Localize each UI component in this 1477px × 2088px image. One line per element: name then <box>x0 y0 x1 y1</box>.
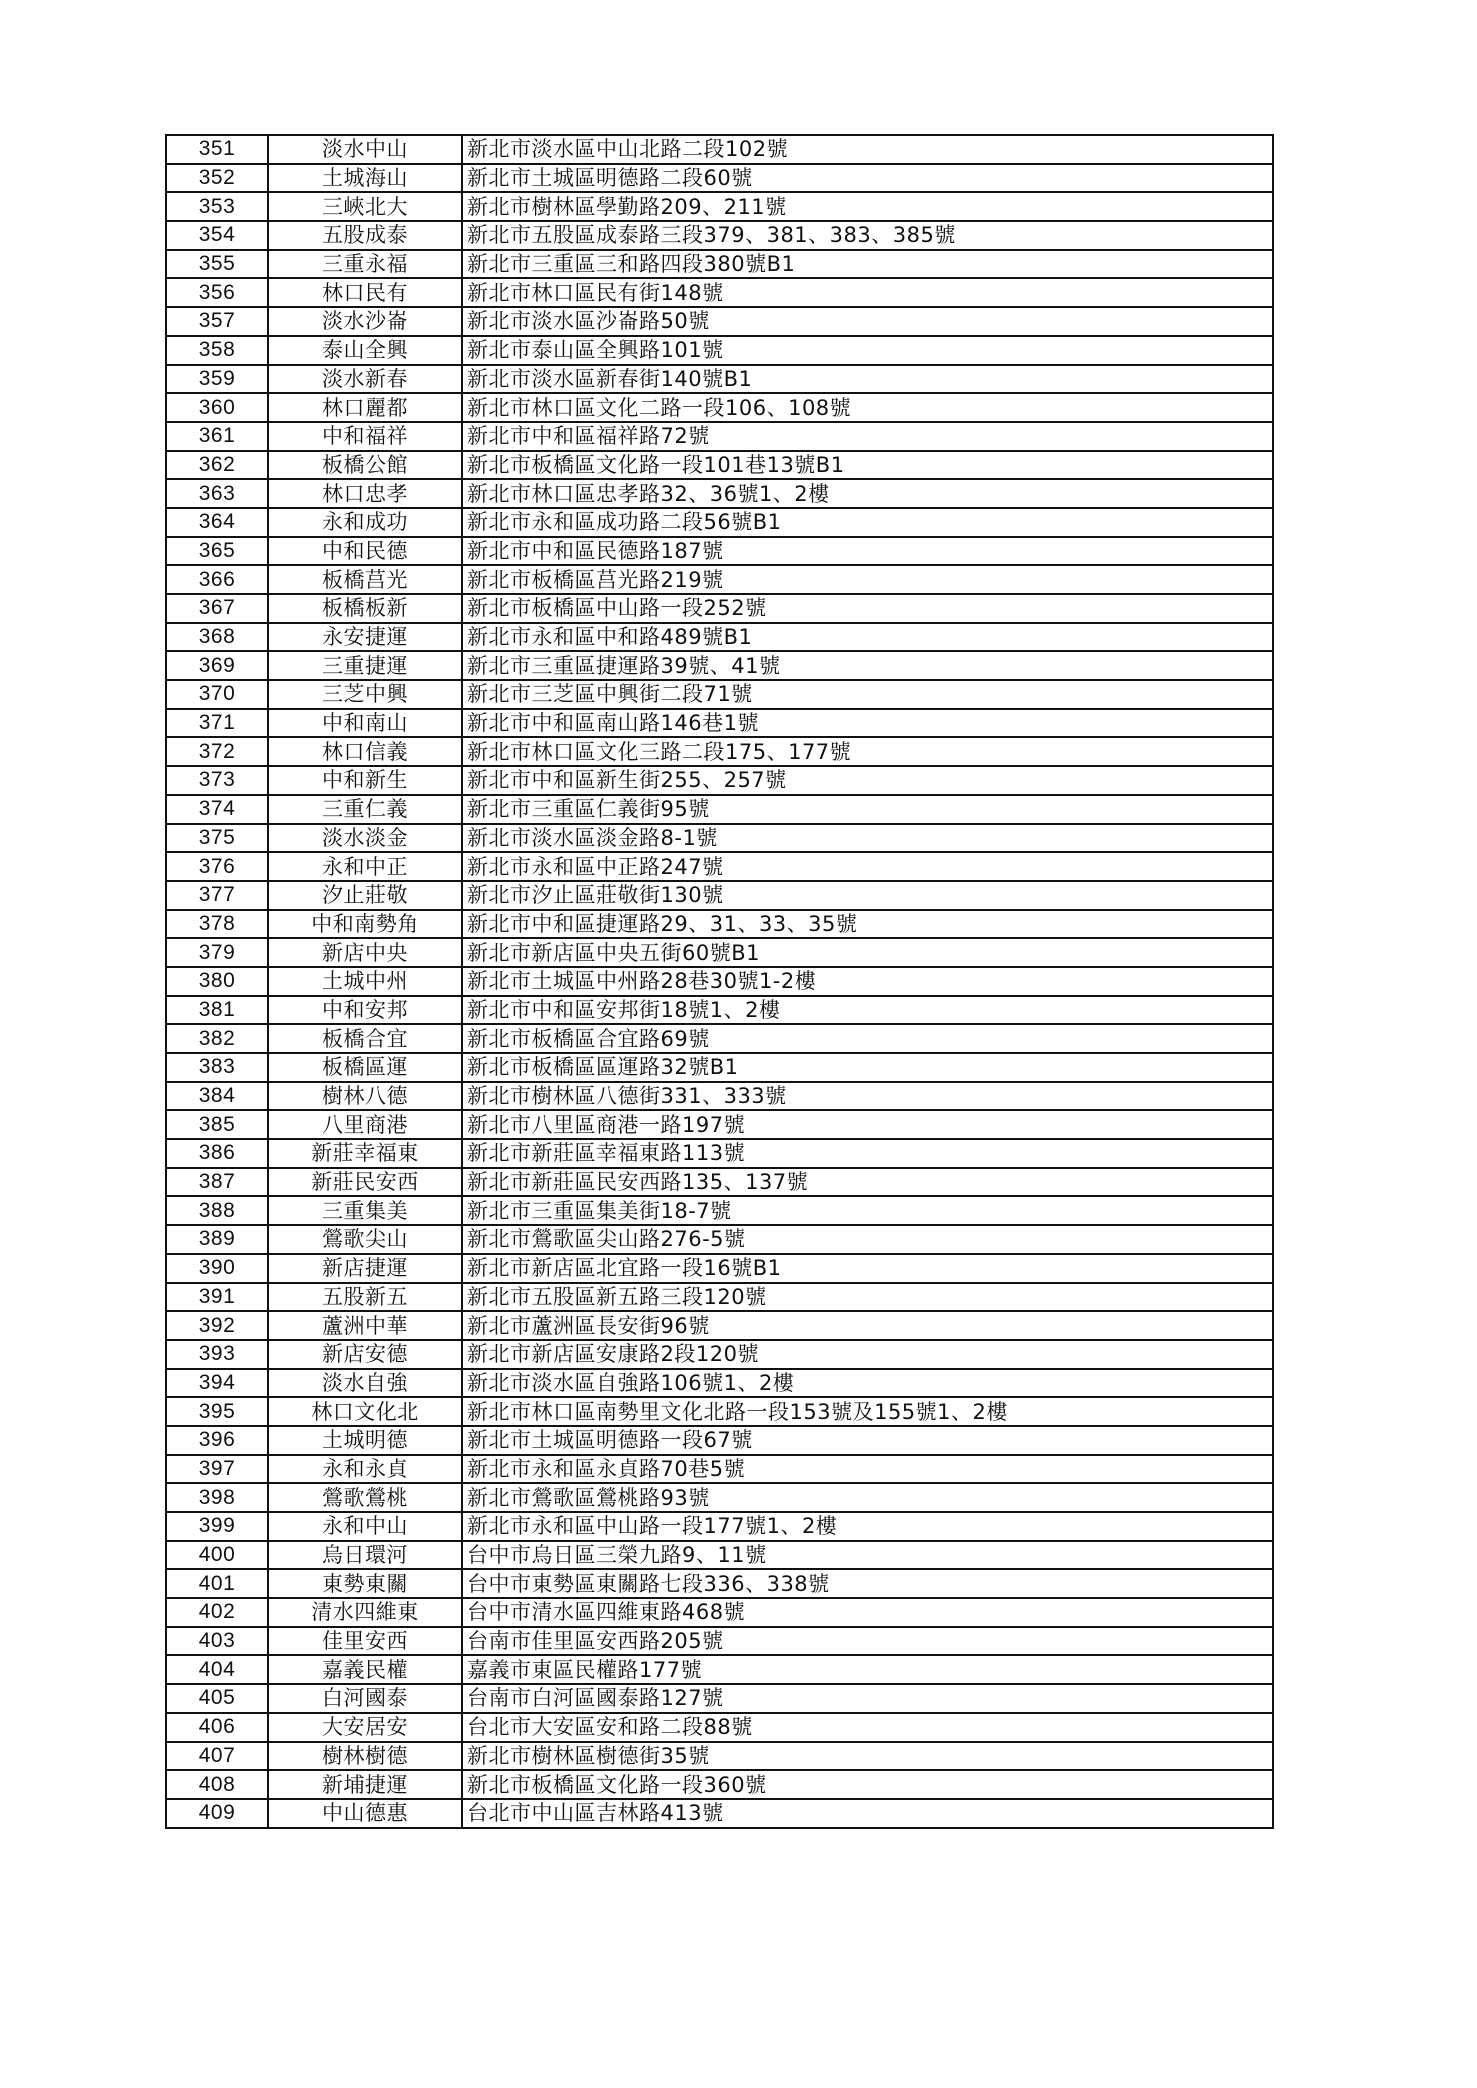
store-address-cell: 台北市中山區吉林路413號 <box>462 1799 1273 1828</box>
store-name-cell: 林口忠孝 <box>268 479 462 508</box>
table-row <box>166 623 1273 652</box>
store-address-cell: 台南市白河區國泰路127號 <box>462 1684 1273 1713</box>
store-name-cell: 中和民德 <box>268 537 462 566</box>
table-row <box>166 1340 1273 1369</box>
store-number-cell: 386 <box>166 1139 268 1168</box>
store-number-cell: 401 <box>166 1569 268 1598</box>
store-name-cell: 大安居安 <box>268 1713 462 1742</box>
store-number-cell: 397 <box>166 1455 268 1484</box>
store-address-cell: 新北市樹林區樹德街35號 <box>462 1742 1273 1771</box>
store-address-cell: 新北市林口區文化三路二段175、177號 <box>462 737 1273 766</box>
table-row <box>166 852 1273 881</box>
store-name-cell: 中和南勢角 <box>268 910 462 939</box>
store-address-cell: 新北市五股區新五路三段120號 <box>462 1283 1273 1312</box>
store-name-cell: 八里商港 <box>268 1110 462 1139</box>
table-row <box>166 680 1273 709</box>
table-row <box>166 508 1273 537</box>
store-address-cell: 新北市中和區新生街255、257號 <box>462 766 1273 795</box>
store-name-cell: 東勢東關 <box>268 1569 462 1598</box>
table-row <box>166 910 1273 939</box>
store-address-table <box>165 134 1274 1829</box>
table-row <box>166 250 1273 279</box>
table-row <box>166 1168 1273 1197</box>
store-name-cell: 林口麗都 <box>268 393 462 422</box>
store-address-cell: 新北市板橋區莒光路219號 <box>462 565 1273 594</box>
store-number-cell: 373 <box>166 766 268 795</box>
store-number-cell: 370 <box>166 680 268 709</box>
table-row <box>166 537 1273 566</box>
store-name-cell: 嘉義民權 <box>268 1655 462 1684</box>
table-row <box>166 1799 1273 1828</box>
store-number-cell: 375 <box>166 824 268 853</box>
store-name-cell: 板橋公館 <box>268 451 462 480</box>
store-number-cell: 395 <box>166 1397 268 1426</box>
store-number-cell: 396 <box>166 1426 268 1455</box>
store-address-cell: 新北市鶯歌區鶯桃路93號 <box>462 1483 1273 1512</box>
store-number-cell: 403 <box>166 1627 268 1656</box>
store-number-cell: 392 <box>166 1311 268 1340</box>
store-number-cell: 357 <box>166 307 268 336</box>
store-number-cell: 360 <box>166 393 268 422</box>
table-row <box>166 1283 1273 1312</box>
store-name-cell: 中山德惠 <box>268 1799 462 1828</box>
store-name-cell: 淡水自強 <box>268 1369 462 1398</box>
store-name-cell: 新莊幸福東 <box>268 1139 462 1168</box>
store-name-cell: 林口文化北 <box>268 1397 462 1426</box>
table-row <box>166 1770 1273 1799</box>
table-row <box>166 1139 1273 1168</box>
table-row <box>166 135 1273 164</box>
table-row <box>166 1024 1273 1053</box>
store-number-cell: 369 <box>166 651 268 680</box>
store-number-cell: 407 <box>166 1742 268 1771</box>
store-number-cell: 388 <box>166 1196 268 1225</box>
store-address-cell: 新北市淡水區沙崙路50號 <box>462 307 1273 336</box>
store-name-cell: 鶯歌尖山 <box>268 1225 462 1254</box>
table-row <box>166 451 1273 480</box>
table-row <box>166 1082 1273 1111</box>
store-address-cell: 新北市淡水區淡金路8-1號 <box>462 824 1273 853</box>
store-name-cell: 樹林八德 <box>268 1082 462 1111</box>
table-row <box>166 221 1273 250</box>
table-row <box>166 1196 1273 1225</box>
store-number-cell: 381 <box>166 996 268 1025</box>
store-number-cell: 358 <box>166 336 268 365</box>
store-name-cell: 新店安德 <box>268 1340 462 1369</box>
table-row <box>166 1541 1273 1570</box>
table-row <box>166 1369 1273 1398</box>
store-number-cell: 402 <box>166 1598 268 1627</box>
store-name-cell: 新莊民安西 <box>268 1168 462 1197</box>
store-address-cell: 新北市林口區忠孝路32、36號1、2樓 <box>462 479 1273 508</box>
store-address-cell: 新北市汐止區莊敬街130號 <box>462 881 1273 910</box>
store-address-cell: 新北市淡水區中山北路二段102號 <box>462 135 1273 164</box>
store-number-cell: 352 <box>166 164 268 193</box>
store-address-cell: 台南市佳里區安西路205號 <box>462 1627 1273 1656</box>
store-address-cell: 新北市蘆洲區長安街96號 <box>462 1311 1273 1340</box>
store-number-cell: 365 <box>166 537 268 566</box>
store-number-cell: 378 <box>166 910 268 939</box>
table-row <box>166 1397 1273 1426</box>
table-row <box>166 996 1273 1025</box>
store-number-cell: 405 <box>166 1684 268 1713</box>
store-address-cell: 新北市中和區捷運路29、31、33、35號 <box>462 910 1273 939</box>
store-address-cell: 新北市樹林區八德街331、333號 <box>462 1082 1273 1111</box>
store-name-cell: 蘆洲中華 <box>268 1311 462 1340</box>
store-address-cell: 新北市土城區中州路28巷30號1-2樓 <box>462 967 1273 996</box>
table-row <box>166 192 1273 221</box>
table-row <box>166 709 1273 738</box>
table-row <box>166 1254 1273 1283</box>
table-row <box>166 1110 1273 1139</box>
store-address-cell: 台中市清水區四維東路468號 <box>462 1598 1273 1627</box>
store-name-cell: 林口民有 <box>268 278 462 307</box>
store-number-cell: 404 <box>166 1655 268 1684</box>
store-number-cell: 376 <box>166 852 268 881</box>
table-row <box>166 1512 1273 1541</box>
store-number-cell: 398 <box>166 1483 268 1512</box>
store-name-cell: 清水四維東 <box>268 1598 462 1627</box>
store-name-cell: 汐止莊敬 <box>268 881 462 910</box>
store-number-cell: 367 <box>166 594 268 623</box>
store-address-cell: 新北市三重區捷運路39號、41號 <box>462 651 1273 680</box>
store-name-cell: 林口信義 <box>268 737 462 766</box>
store-number-cell: 362 <box>166 451 268 480</box>
table-row <box>166 824 1273 853</box>
store-number-cell: 353 <box>166 192 268 221</box>
store-number-cell: 364 <box>166 508 268 537</box>
store-address-cell: 新北市中和區南山路146巷1號 <box>462 709 1273 738</box>
store-name-cell: 永和中正 <box>268 852 462 881</box>
store-name-cell: 烏日環河 <box>268 1541 462 1570</box>
store-number-cell: 354 <box>166 221 268 250</box>
store-address-cell: 新北市中和區安邦街18號1、2樓 <box>462 996 1273 1025</box>
store-address-cell: 新北市淡水區新春街140號B1 <box>462 365 1273 394</box>
store-address-cell: 新北市五股區成泰路三段379、381、383、385號 <box>462 221 1273 250</box>
table-row <box>166 164 1273 193</box>
store-number-cell: 359 <box>166 365 268 394</box>
table-body <box>166 135 1273 1828</box>
store-number-cell: 355 <box>166 250 268 279</box>
store-name-cell: 永和成功 <box>268 508 462 537</box>
store-number-cell: 389 <box>166 1225 268 1254</box>
store-number-cell: 393 <box>166 1340 268 1369</box>
store-name-cell: 淡水新春 <box>268 365 462 394</box>
store-number-cell: 372 <box>166 737 268 766</box>
store-name-cell: 泰山全興 <box>268 336 462 365</box>
table-row <box>166 1598 1273 1627</box>
store-name-cell: 中和新生 <box>268 766 462 795</box>
table-row <box>166 795 1273 824</box>
table-row <box>166 737 1273 766</box>
table-row <box>166 1311 1273 1340</box>
store-address-cell: 嘉義市東區民權路177號 <box>462 1655 1273 1684</box>
store-address-cell: 新北市八里區商港一路197號 <box>462 1110 1273 1139</box>
store-address-cell: 新北市板橋區區運路32號B1 <box>462 1053 1273 1082</box>
store-address-cell: 新北市新莊區民安西路135、137號 <box>462 1168 1273 1197</box>
store-address-cell: 新北市新店區北宜路一段16號B1 <box>462 1254 1273 1283</box>
store-name-cell: 土城明德 <box>268 1426 462 1455</box>
store-address-cell: 新北市林口區南勢里文化北路一段153號及155號1、2樓 <box>462 1397 1273 1426</box>
store-number-cell: 361 <box>166 422 268 451</box>
store-number-cell: 351 <box>166 135 268 164</box>
store-address-cell: 新北市永和區中山路一段177號1、2樓 <box>462 1512 1273 1541</box>
store-number-cell: 377 <box>166 881 268 910</box>
table-row <box>166 1684 1273 1713</box>
store-address-cell: 台北市大安區安和路二段88號 <box>462 1713 1273 1742</box>
store-number-cell: 387 <box>166 1168 268 1197</box>
store-address-cell: 新北市板橋區合宜路69號 <box>462 1024 1273 1053</box>
store-address-cell: 新北市中和區福祥路72號 <box>462 422 1273 451</box>
store-address-cell: 新北市板橋區中山路一段252號 <box>462 594 1273 623</box>
store-name-cell: 佳里安西 <box>268 1627 462 1656</box>
table-row <box>166 307 1273 336</box>
table-row <box>166 1713 1273 1742</box>
table-row <box>166 938 1273 967</box>
store-address-cell: 新北市林口區文化二路一段106、108號 <box>462 393 1273 422</box>
store-name-cell: 淡水淡金 <box>268 824 462 853</box>
store-name-cell: 淡水中山 <box>268 135 462 164</box>
store-number-cell: 394 <box>166 1369 268 1398</box>
store-number-cell: 384 <box>166 1082 268 1111</box>
store-number-cell: 382 <box>166 1024 268 1053</box>
store-name-cell: 樹林樹德 <box>268 1742 462 1771</box>
table-row <box>166 1655 1273 1684</box>
store-name-cell: 三重集美 <box>268 1196 462 1225</box>
table-row <box>166 1742 1273 1771</box>
table-row <box>166 594 1273 623</box>
store-name-cell: 三重永福 <box>268 250 462 279</box>
table-row <box>166 881 1273 910</box>
store-name-cell: 新店捷運 <box>268 1254 462 1283</box>
store-address-cell: 新北市泰山區全興路101號 <box>462 336 1273 365</box>
store-name-cell: 永和中山 <box>268 1512 462 1541</box>
store-number-cell: 399 <box>166 1512 268 1541</box>
store-number-cell: 374 <box>166 795 268 824</box>
store-number-cell: 383 <box>166 1053 268 1082</box>
store-name-cell: 土城海山 <box>268 164 462 193</box>
store-name-cell: 淡水沙崙 <box>268 307 462 336</box>
store-name-cell: 板橋區運 <box>268 1053 462 1082</box>
store-name-cell: 中和安邦 <box>268 996 462 1025</box>
table-row <box>166 1455 1273 1484</box>
store-address-cell: 台中市烏日區三榮九路9、11號 <box>462 1541 1273 1570</box>
table-row <box>166 967 1273 996</box>
store-number-cell: 371 <box>166 709 268 738</box>
table-row <box>166 1569 1273 1598</box>
store-name-cell: 土城中州 <box>268 967 462 996</box>
store-name-cell: 永安捷運 <box>268 623 462 652</box>
store-address-cell: 新北市永和區成功路二段56號B1 <box>462 508 1273 537</box>
store-address-cell: 新北市淡水區自強路106號1、2樓 <box>462 1369 1273 1398</box>
store-name-cell: 白河國泰 <box>268 1684 462 1713</box>
store-name-cell: 三芝中興 <box>268 680 462 709</box>
store-name-cell: 三重仁義 <box>268 795 462 824</box>
table-row <box>166 1426 1273 1455</box>
store-address-cell: 新北市新店區安康路2段120號 <box>462 1340 1273 1369</box>
store-name-cell: 五股新五 <box>268 1283 462 1312</box>
store-name-cell: 永和永貞 <box>268 1455 462 1484</box>
table-row <box>166 365 1273 394</box>
store-address-cell: 新北市三重區三和路四段380號B1 <box>462 250 1273 279</box>
store-address-cell: 新北市板橋區文化路一段360號 <box>462 1770 1273 1799</box>
table-row <box>166 1225 1273 1254</box>
store-address-cell: 新北市土城區明德路二段60號 <box>462 164 1273 193</box>
store-address-cell: 新北市三芝區中興街二段71號 <box>462 680 1273 709</box>
store-name-cell: 中和南山 <box>268 709 462 738</box>
store-name-cell: 中和福祥 <box>268 422 462 451</box>
store-address-cell: 新北市鶯歌區尖山路276-5號 <box>462 1225 1273 1254</box>
store-name-cell: 三重捷運 <box>268 651 462 680</box>
store-number-cell: 380 <box>166 967 268 996</box>
store-number-cell: 385 <box>166 1110 268 1139</box>
store-address-cell: 新北市土城區明德路一段67號 <box>462 1426 1273 1455</box>
store-number-cell: 391 <box>166 1283 268 1312</box>
store-name-cell: 新店中央 <box>268 938 462 967</box>
store-name-cell: 三峽北大 <box>268 192 462 221</box>
store-address-cell: 新北市永和區中和路489號B1 <box>462 623 1273 652</box>
table-row <box>166 479 1273 508</box>
table-row <box>166 393 1273 422</box>
store-number-cell: 390 <box>166 1254 268 1283</box>
store-name-cell: 五股成泰 <box>268 221 462 250</box>
store-address-cell: 新北市板橋區文化路一段101巷13號B1 <box>462 451 1273 480</box>
store-number-cell: 356 <box>166 278 268 307</box>
table-row <box>166 1053 1273 1082</box>
store-name-cell: 新埔捷運 <box>268 1770 462 1799</box>
store-number-cell: 368 <box>166 623 268 652</box>
store-address-cell: 新北市林口區民有街148號 <box>462 278 1273 307</box>
table-row <box>166 422 1273 451</box>
store-name-cell: 板橋板新 <box>268 594 462 623</box>
store-number-cell: 400 <box>166 1541 268 1570</box>
store-number-cell: 408 <box>166 1770 268 1799</box>
store-number-cell: 409 <box>166 1799 268 1828</box>
store-number-cell: 406 <box>166 1713 268 1742</box>
store-address-cell: 新北市新店區中央五街60號B1 <box>462 938 1273 967</box>
store-address-cell: 台中市東勢區東關路七段336、338號 <box>462 1569 1273 1598</box>
store-address-cell: 新北市新莊區幸福東路113號 <box>462 1139 1273 1168</box>
table-row <box>166 1483 1273 1512</box>
store-name-cell: 板橋合宜 <box>268 1024 462 1053</box>
table-row <box>166 336 1273 365</box>
store-number-cell: 366 <box>166 565 268 594</box>
store-address-cell: 新北市三重區集美街18-7號 <box>462 1196 1273 1225</box>
store-address-cell: 新北市永和區永貞路70巷5號 <box>462 1455 1273 1484</box>
store-address-cell: 新北市永和區中正路247號 <box>462 852 1273 881</box>
store-address-cell: 新北市樹林區學勤路209、211號 <box>462 192 1273 221</box>
table-row <box>166 766 1273 795</box>
store-address-cell: 新北市中和區民德路187號 <box>462 537 1273 566</box>
table-row <box>166 1627 1273 1656</box>
table-row <box>166 278 1273 307</box>
store-number-cell: 363 <box>166 479 268 508</box>
table-row <box>166 651 1273 680</box>
store-name-cell: 板橋莒光 <box>268 565 462 594</box>
store-number-cell: 379 <box>166 938 268 967</box>
store-name-cell: 鶯歌鶯桃 <box>268 1483 462 1512</box>
store-address-cell: 新北市三重區仁義街95號 <box>462 795 1273 824</box>
table-row <box>166 565 1273 594</box>
